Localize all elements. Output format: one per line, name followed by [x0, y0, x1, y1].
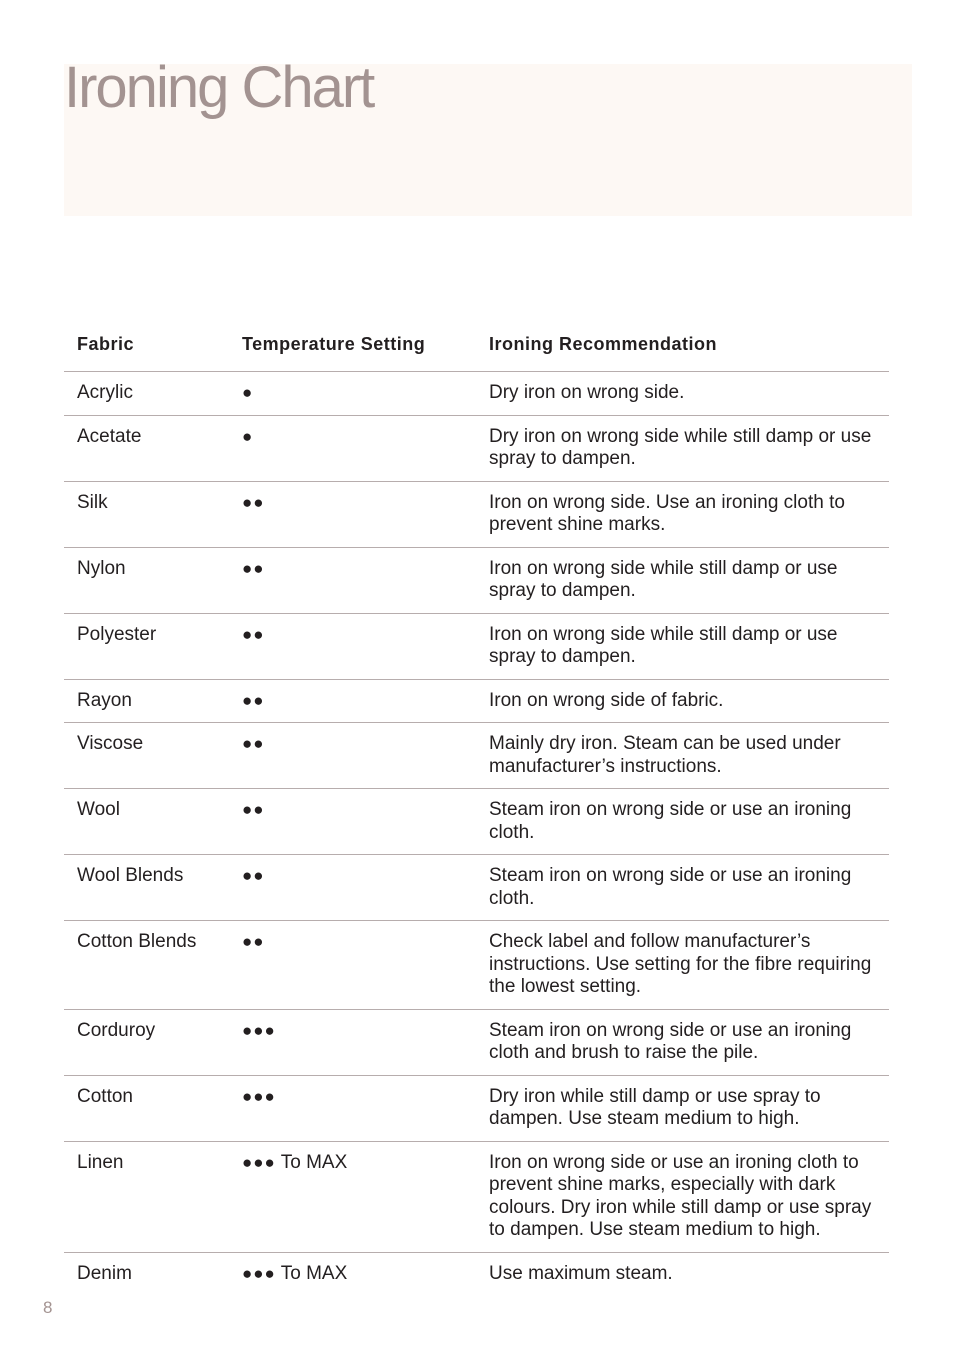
temperature-cell [229, 679, 476, 723]
fabric-cell: Polyester [64, 613, 229, 679]
fabric-cell: Acetate [64, 415, 229, 481]
recommendation-cell: Mainly dry iron. Steam can be used under manufacturer’s instructions. [476, 723, 889, 789]
temperature-dots: ●●● [242, 1152, 276, 1172]
table-row [64, 1075, 889, 1141]
recommendation-cell: Steam iron on wrong side or use an ironing cloth and brush to raise the pile. [476, 1009, 889, 1075]
temperature-cell [229, 855, 476, 921]
temperature-cell [229, 1075, 476, 1141]
table-row [64, 679, 889, 723]
recommendation-cell: Dry iron on wrong side. [476, 372, 889, 416]
temperature-dots: ●● [242, 734, 265, 753]
fabric-cell: Rayon [64, 679, 229, 723]
fabric-cell: Linen [64, 1141, 229, 1252]
table-row [64, 547, 889, 613]
temperature-dots: ●● [242, 558, 265, 578]
table-row [64, 415, 889, 481]
recommendation-cell: Iron on wrong side while still damp or use spray to dampen. [476, 613, 889, 679]
fabric-cell: Acrylic [64, 372, 229, 416]
fabric-cell: Silk [64, 481, 229, 547]
fabric-cell: Corduroy [64, 1009, 229, 1075]
recommendation-cell: Use maximum steam. [489, 1262, 673, 1284]
table-row [64, 1252, 889, 1295]
temperature-max-label: To MAX [280, 1151, 348, 1173]
table-row [64, 372, 889, 416]
temperature-dots: ● [242, 426, 254, 446]
temperature-cell [229, 372, 476, 416]
table-row [64, 1141, 889, 1252]
fabric-cell: Cotton Blends [64, 921, 229, 1010]
temperature-cell [229, 1009, 476, 1075]
recommendation-cell: Iron on wrong side. Use an ironing cloth to prevent shine marks. [476, 481, 889, 547]
temperature-dots: ●●● [242, 1020, 276, 1040]
temperature-dots: ●● [242, 492, 265, 512]
table-row [64, 855, 889, 921]
temperature-cell [229, 1141, 476, 1252]
temperature-cell [229, 1252, 476, 1295]
recommendation-cell: Steam iron on wrong side or use an ironing cloth. [476, 789, 889, 855]
recommendation-cell: Iron on wrong side while still damp or use spray to dampen. [476, 547, 889, 613]
page-number: 8 [43, 1298, 53, 1317]
table-row [64, 481, 889, 547]
header-ironing-recommendation: Ironing Recommendation [476, 320, 889, 372]
fabric-cell: Viscose [64, 723, 229, 789]
page-title: Ironing Chart [64, 55, 374, 120]
temperature-dots: ●●● [242, 1086, 276, 1106]
fabric-cell: Cotton [64, 1075, 229, 1141]
temperature-dots: ● [242, 383, 254, 402]
temperature-cell [229, 547, 476, 613]
temperature-cell [229, 481, 476, 547]
header-temperature-setting: Temperature Setting [229, 320, 476, 372]
header-fabric: Fabric [64, 320, 229, 372]
temperature-dots: ●●● [242, 1263, 276, 1283]
recommendation-cell: Iron on wrong side of fabric. [476, 679, 889, 723]
temperature-dots: ●● [242, 690, 265, 710]
temperature-dots: ●● [242, 866, 265, 885]
table-row [64, 1009, 889, 1075]
recommendation-cell: Dry iron on wrong side while still damp or use spray to dampen. [476, 415, 889, 481]
table-body [64, 372, 889, 1296]
table-row [64, 789, 889, 855]
recommendation-cell: Dry iron while still damp or use spray to dampen. Use steam medium to high. [476, 1075, 889, 1141]
temperature-cell [229, 415, 476, 481]
table-row [64, 613, 889, 679]
temperature-dots: ●● [242, 624, 265, 644]
temperature-max-label: To MAX [280, 1262, 348, 1284]
temperature-dots: ●● [242, 800, 265, 819]
table-header-row [64, 320, 889, 372]
recommendation-cell: Check label and follow manufacturer’s instructions. Use setting for the fibre requiring the lowest setting. [476, 921, 889, 1010]
recommendation-cell: Iron on wrong side or use an ironing cloth to prevent shine marks, especially with dark colours. Dry iron while still damp or use spray to dampen. Use steam medium to high. [476, 1141, 889, 1252]
temperature-dots: ●● [242, 932, 265, 951]
fabric-cell: Nylon [64, 547, 229, 613]
fabric-cell: Denim [77, 1262, 132, 1284]
temperature-cell [229, 921, 476, 1010]
table-row [64, 921, 889, 1010]
table-row [64, 723, 889, 789]
temperature-cell [229, 789, 476, 855]
recommendation-cell: Steam iron on wrong side or use an ironing cloth. [476, 855, 889, 921]
fabric-cell: Wool [64, 789, 229, 855]
temperature-cell [229, 723, 476, 789]
fabric-cell: Wool Blends [64, 855, 229, 921]
ironing-chart-table [64, 320, 889, 1295]
temperature-cell [229, 613, 476, 679]
